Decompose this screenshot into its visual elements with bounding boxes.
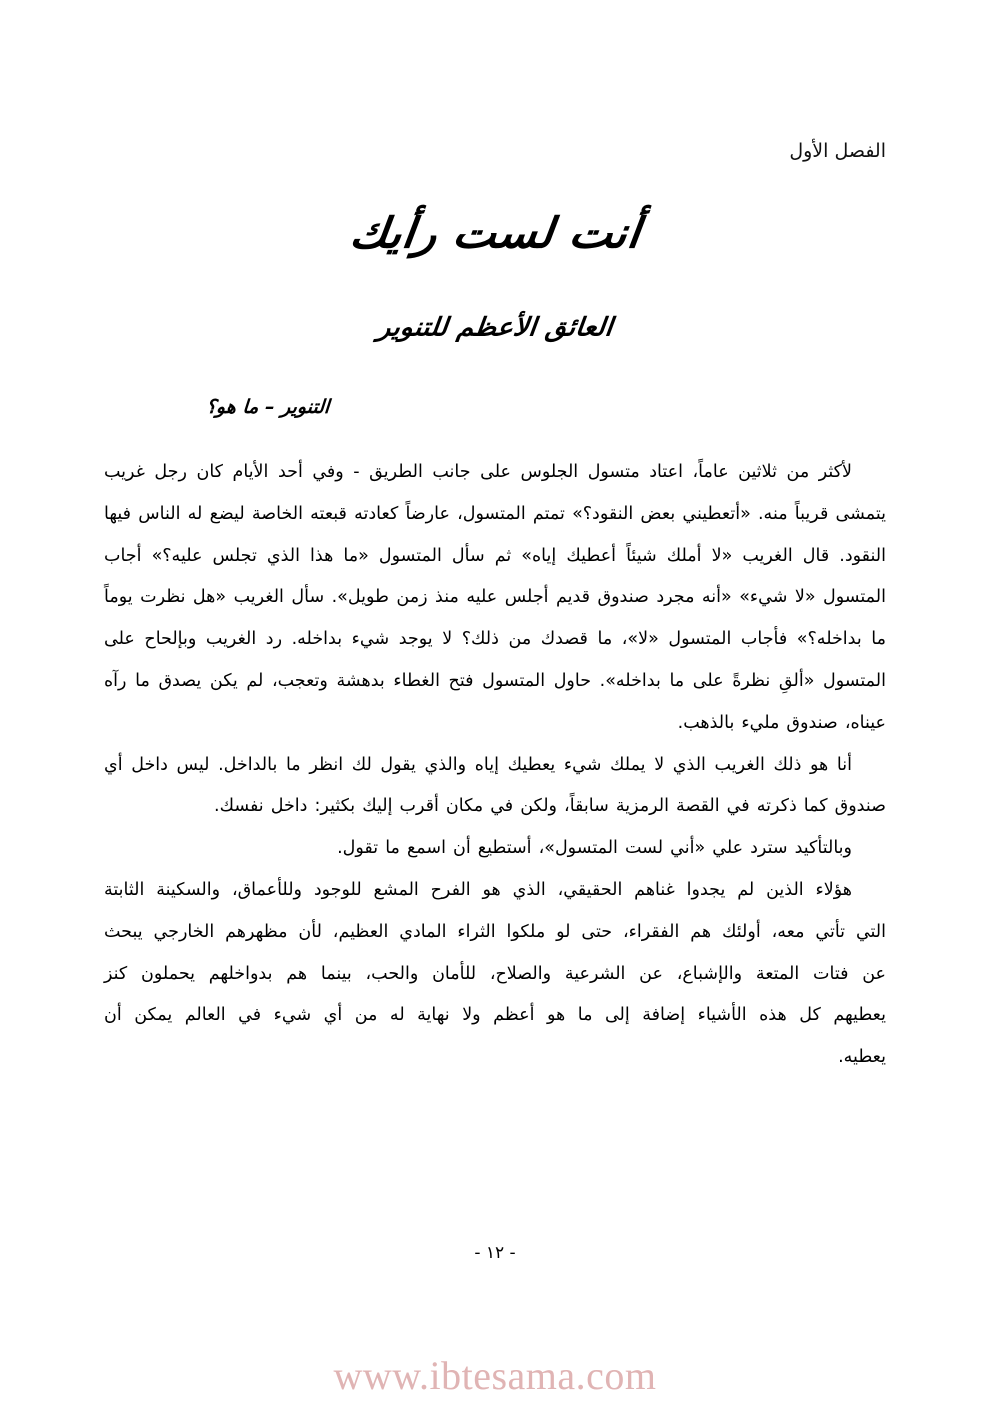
- paragraph: أنا هو ذلك الغريب الذي لا يملك شيء يعطيك إياه والذي يقول لك انظر ما بالداخل. ليس داخل أي صندوق كما ذكرته في القصة الرمزية سابقاً، ولكن في مكان أقرب إليك بكثير: داخل نفسك.: [105, 754, 887, 817]
- section-heading: التنوير – ما هو؟: [206, 396, 332, 418]
- site-watermark: www.ibtesama.com: [334, 1353, 658, 1398]
- page-title: أنت لست رأيك: [348, 208, 644, 258]
- chapter-label: الفصل الأول: [790, 140, 887, 162]
- page-number: - ١٢ -: [475, 1243, 517, 1263]
- paragraph: هؤلاء الذين لم يجدوا غناهم الحقيقي، الذي هو الفرح المشع للوجود وللأعماق، والسكينة الثابتة التي تأتي معه، أولئك هم الفقراء، حتى لو ملكوا الثراء المادي العظيم، لأن مظهرهم الخارجي يبحث عن فتات المتعة والإشباع، عن الشرعية والصلاح، للأمان والحب، بينما هم بدواخلهم يحملون كنز يعطيهم كل هذه الأشياء إضافة إلى ما هو أعظم ولا نهاية له من أي شيء في العالم يمكن أن يعطيه.: [105, 879, 887, 1068]
- body-text: [105, 452, 887, 1079]
- paragraph: وبالتأكيد سترد علي «أني لست المتسول»، أستطيع أن اسمع ما تقول.: [338, 838, 853, 859]
- paragraph: لأكثر من ثلاثين عاماً، اعتاد متسول الجلوس على جانب الطريق - وفي أحد الأيام كان رجل غريب يتمشى قريباً منه. «أتعطيني بعض النقود؟» تمتم المتسول، عارضاً كعادته قبعته الخاصة ليضع له الناس فيها النقود. قال الغريب «لا أملك شيئاً أعطيك إياه» ثم سأل المتسول «ما هذا الذي تجلس عليه؟» أجاب المتسول «لا شيء» «أنه مجرد صندوق قديم أجلس عليه منذ زمن طويل». سأل الغريب «هل نظرت يوماً ما بداخله؟» فأجاب المتسول «لا»، ما قصدك من ذلك؟ لا يوجد شيء بداخله. رد الغريب وبإلحاح على المتسول «ألقِ نظرةً على ما بداخله». حاول المتسول فتح الغطاء بدهشة وتعجب، لم يكن يصدق ما رآه عيناه، صندوق مليء بالذهب.: [105, 462, 887, 733]
- page-subtitle: العائق الأعظم للتنوير: [377, 312, 615, 343]
